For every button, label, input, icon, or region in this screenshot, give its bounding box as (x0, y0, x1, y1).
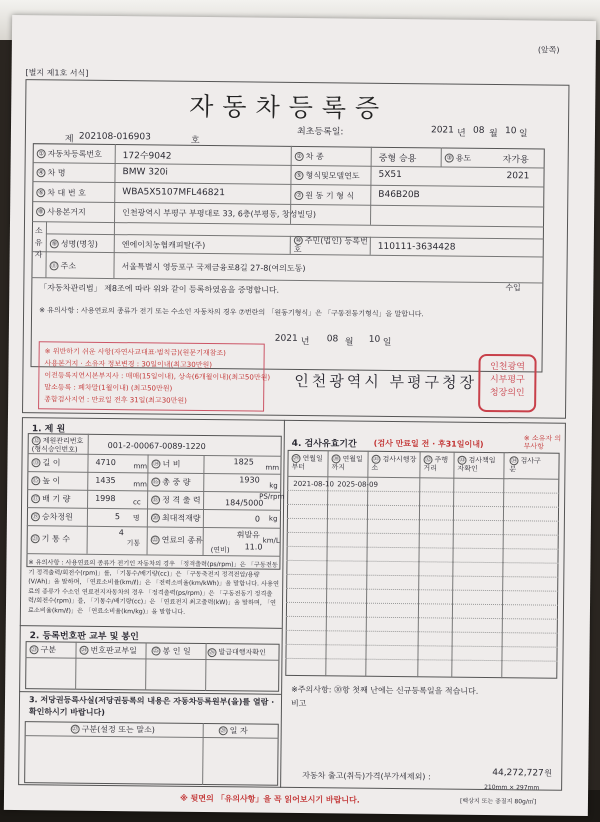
owner-id-label: ⑩ 주민(법인) 등록번호 (293, 236, 368, 255)
width-unit: mm (265, 463, 280, 472)
disp-unit: cc (133, 498, 141, 507)
gross-value: 1930 (239, 475, 260, 485)
location-label: ⑧ 사용본거지 (37, 207, 86, 217)
insp-col-place: ㉛ 검사시행장소 (371, 455, 417, 472)
price-label: 자동차 출고(취득)가격(부가세제외) : (302, 771, 431, 782)
penalty-item: 종합검사지연 : 만료일 전후 31일(최고30만원) (44, 395, 187, 405)
stamp-line: 인천광역 (490, 361, 525, 373)
name-label: ④ 차 명 (38, 168, 66, 178)
length-label: ⑬ 길 이 (32, 458, 61, 468)
owner-addr-value: 서울특별시 영등포구 국제금융로8길 27-8(여의도동) (121, 262, 306, 274)
issue-day: 10 (368, 334, 381, 345)
inspection-title-red: (검사 만료일 전 · 후31일이내) (373, 438, 484, 449)
first-reg-label: 최초등록일: (296, 126, 344, 138)
approval-value: 001-2-00067-0089-1220 (107, 440, 206, 452)
maxload-unit: kg (268, 514, 278, 523)
side-label: (앞쪽) (537, 45, 560, 55)
disp-label: ⑰ 배 기 량 (32, 494, 71, 504)
penalty-item: ※ 위반하기 쉬운 사항(자연사교대표·범칙금)(원문기재참조) (44, 347, 226, 358)
issue-year: 2021 (274, 333, 298, 344)
reg-no-label: 제 (64, 134, 74, 145)
spec-note: ※ 유의사항 : 사용연료의 종류가 전기인 자동차의 경우 「정격출력(ps/rpm)」은 「구동전동기 정격출력/회전수(rpm)」를, 「기통수/배기량(cc)」은 「구동축전지 정격전압/용량(V/Ah)」을 말하며, 「연료소비율(km/ℓ)」은 「전력소비율(km/kWh)」을 말합니다. 사용연료의 종류가 수소인 연료전지자동차의 경우 「정격출력(ps/rpm)」은 「구동전동기 정격출력/회전수(rpm)」를, 「기통수/배기량(cc)」은 「연료전지 최고출력(kW)」을 말하며, 「연료소비율(km/ℓ)」은 「연료소비율(km/kg)」을 말합니다. (27, 559, 279, 616)
footer-note: ※ 뒷면의 「유의사항」을 꼭 읽어보시기 바랍니다. (179, 793, 360, 805)
first-reg-month-unit: 월 (488, 128, 498, 140)
seats-value: 5 (114, 512, 121, 522)
official-seal-stamp (478, 354, 537, 413)
spec-section-title: 1. 제 원 (31, 424, 66, 435)
owner-name-label: ⑨ 성명(명칭) (51, 239, 98, 249)
engine-label: ⑦ 원 동 기 형 식 (296, 191, 355, 201)
engine-value: B46B20B (378, 189, 420, 201)
penalty-item: 사용본거지 · 소유자 정보변경 : 30일이내(최고30만원) (44, 359, 213, 370)
plate-section-title: 2. 등록번호판 교부 및 봉인 (29, 631, 139, 643)
insp-col-inspector: ㉝ 검사책임자확인 (457, 456, 496, 473)
issuer-name: 인천광역시 부평구청장 (294, 371, 478, 392)
eff-unit: km/L (262, 536, 280, 545)
insp-col-to: ㉚ 연월일까지 (331, 454, 363, 472)
length-value: 4710 (95, 457, 116, 468)
cyl-value: 4 (118, 528, 124, 538)
issue-year-unit: 년 (300, 337, 310, 348)
location-value: 인천광역시 부평구 부평대로 33, 6층(부평동, 창성빌딩) (122, 208, 317, 220)
lien-col-date: ㉘ 일 자 (220, 726, 248, 736)
maxload-value: 0 (254, 514, 261, 524)
height-unit: mm (133, 480, 147, 489)
eff-value: 11.0 (244, 542, 263, 552)
first-reg-month: 08 (472, 125, 485, 136)
penalty-item: 이전등록지연시본부지사 : 매매(15일이내), 상속(6개월이내)(최고50만원) (44, 371, 271, 382)
fuel-value: 휘발유 (236, 530, 260, 540)
plate-label: ① 자동차등록번호 (38, 149, 102, 159)
insp-row-to: 2025-08-09 (337, 480, 379, 489)
approval-label: ⑫ 제원관리번호 (형식승인번호) (31, 436, 84, 454)
issue-month-unit: 월 (344, 337, 354, 348)
stamp-line: 청장의인 (489, 387, 525, 399)
penalty-list (44, 345, 271, 407)
reg-no: 202108-016903 (78, 131, 151, 143)
insp-col-kind: ㉞ 검사구분 (509, 456, 541, 474)
maxload-label: ⑳ 최대적재량 (152, 513, 201, 523)
type-label: ② 차 종 (296, 152, 324, 162)
insp-col-from: ㉙ 연월일부터 (291, 454, 323, 472)
name-value: BMW 320i (122, 167, 168, 178)
power-label: ⑱ 정 격 출 력 (152, 495, 201, 505)
insp-col-mileage: ㉜ 주행거리 (423, 455, 449, 473)
height-value: 1435 (95, 475, 116, 486)
cyl-unit: 기통 (126, 539, 141, 548)
fuel-label: ㉒ 연료의 종류 (152, 535, 203, 545)
vin-value: WBA5X5107MFL46821 (122, 187, 226, 199)
penalty-item: 말소등록 : 폐차말(1월이내) (최고50만원) (44, 383, 173, 393)
model-year: 2021 (506, 171, 530, 182)
seats-label: ⑲ 승차정원 (32, 512, 73, 522)
type-value: 중형 승용 (378, 153, 417, 165)
model-value: 5X51 (378, 169, 402, 181)
page-title: 자동차등록증 (189, 91, 389, 123)
owner-side-label: 소유자 (34, 226, 43, 260)
first-reg-year: 2021 (430, 125, 454, 136)
plate-col-type: ㉓ 구분 (30, 645, 57, 655)
issue-day-unit: 일 (382, 337, 392, 348)
length-unit: mm (133, 462, 148, 471)
use-label: ③ 용도 (446, 153, 472, 163)
eff-label: (연비) (210, 546, 230, 555)
seats-unit: 명 (132, 514, 140, 523)
notice-text: ※ 유의사항 : 사용연료의 종류가 전기 또는 수소인 자동차의 경우 ⑦번란의 「원동기형식」은 「구동전동기형식」을 말합니다. (39, 306, 424, 319)
inspection-title: 4. 검사유효기간 (291, 438, 357, 450)
first-reg-year-unit: 년 (456, 128, 466, 139)
first-reg-day-unit: 일 (518, 129, 528, 140)
stamp-line: 시부평구 (489, 374, 525, 386)
gross-label: ⑯ 총 중 량 (152, 477, 191, 487)
height-label: ⑮ 높 이 (32, 476, 61, 486)
owner-addr-label: ⑪ 주소 (51, 261, 77, 271)
certification-text: 「자동차관리법」 제8조에 따라 위와 같이 등록하였음을 증명합니다. (39, 283, 280, 295)
gross-unit: kg (269, 481, 278, 490)
use-value: 자가용 (502, 155, 529, 166)
price-unit: 원 (544, 768, 553, 778)
issue-month: 08 (326, 334, 339, 345)
insp-row-from: 2021-08-10 (293, 479, 335, 489)
power-unit: PS/rpm (259, 492, 285, 501)
remarks-label: 비고 (290, 698, 307, 709)
inspection-note-red: ※ 소유자 의무사항 (523, 434, 562, 451)
lien-section-title: 3. 저당권등록사실(저당권등록의 내용은 자동차등록원부(을)를 열람 · 확인하시기 바랍니다) (28, 695, 275, 717)
plate-col-issue-date: ㉔ 번호판교부일 (80, 645, 137, 656)
width-label: ⑭ 너 비 (152, 459, 181, 469)
power-value: 184/5000 (225, 498, 264, 508)
plate-value: 172수9042 (122, 151, 172, 162)
price-value: 44,272,727 (492, 768, 544, 779)
first-reg-day: 10 (504, 126, 517, 137)
owner-id-value: 110111-3634428 (377, 241, 456, 253)
paper-size: 210mm × 297mm (484, 783, 540, 792)
lien-col-type: ㉗ 구분(설정 또는 말소) (72, 724, 155, 735)
disp-value: 1998 (95, 493, 116, 504)
owner-name-value: 엔에이치농협캐피탈(주) (121, 240, 206, 250)
vin-label: ⑥ 차 대 번 호 (38, 188, 86, 198)
registration-document (4, 15, 596, 816)
paper-type: [백상지 또는 중질지 80g/㎡] (459, 797, 537, 806)
width-value: 1825 (233, 457, 254, 467)
revenue-label: 수입 (505, 283, 521, 293)
form-number: [별지 제1호 서식] (25, 68, 89, 78)
reg-no-suffix: 호 (190, 135, 200, 146)
cyl-label: ㉑ 기 통 수 (32, 534, 71, 544)
plate-col-seal-date: ㉕ 봉 인 일 (152, 646, 191, 656)
model-label: ⑤ 형식및모델연도 (296, 171, 360, 181)
plate-col-agent: ㉖ 발급대행자확인 (208, 648, 266, 657)
inspection-caution: ※주의사항: ㉚항 첫째 난에는 신규등록일을 적습니다. (291, 684, 479, 696)
